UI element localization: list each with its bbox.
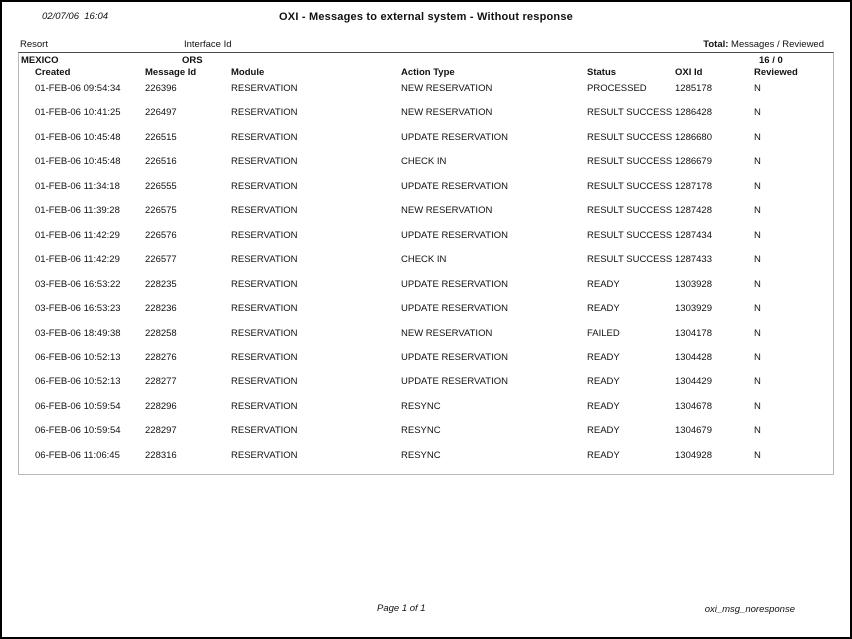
cell-module: RESERVATION bbox=[231, 131, 298, 143]
cell-oxi-id: 1287428 bbox=[675, 205, 712, 217]
cell-created: 03-FEB-06 18:49:38 bbox=[35, 327, 121, 339]
column-header-reviewed: Reviewed bbox=[754, 67, 798, 78]
cell-created: 01-FEB-06 09:54:34 bbox=[35, 83, 121, 94]
cell-status: READY bbox=[587, 303, 620, 315]
total-label-group bbox=[703, 39, 824, 50]
cell-created: 03-FEB-06 16:53:23 bbox=[35, 303, 121, 315]
cell-oxi-id: 1303929 bbox=[675, 303, 712, 315]
interface-id-label: Interface Id bbox=[184, 39, 232, 50]
cell-reviewed: N bbox=[754, 278, 761, 290]
cell-message-id: 228258 bbox=[145, 327, 177, 339]
cell-status: FAILED bbox=[587, 327, 620, 339]
cell-reviewed: N bbox=[754, 449, 761, 461]
column-header-message-id: Message Id bbox=[145, 67, 197, 78]
cell-status: READY bbox=[587, 376, 620, 388]
cell-reviewed: N bbox=[754, 205, 761, 217]
cell-reviewed: N bbox=[754, 131, 761, 143]
cell-status: READY bbox=[587, 278, 620, 290]
cell-created: 06-FEB-06 10:59:54 bbox=[35, 425, 121, 437]
cell-status: RESULT SUCCESS bbox=[587, 156, 673, 168]
table-row bbox=[19, 425, 833, 437]
cell-oxi-id: 1303928 bbox=[675, 278, 712, 290]
cell-status: READY bbox=[587, 351, 620, 363]
table-row bbox=[19, 376, 833, 388]
cell-action-type: UPDATE RESERVATION bbox=[401, 180, 508, 192]
cell-oxi-id: 1304178 bbox=[675, 327, 712, 339]
table-body bbox=[19, 83, 833, 474]
cell-created: 01-FEB-06 10:45:48 bbox=[35, 156, 121, 168]
cell-created: 01-FEB-06 11:34:18 bbox=[35, 180, 120, 192]
cell-oxi-id: 1287178 bbox=[675, 180, 712, 192]
cell-message-id: 226575 bbox=[145, 205, 177, 217]
resort-label: Resort bbox=[20, 39, 48, 50]
cell-created: 01-FEB-06 11:42:29 bbox=[35, 229, 120, 241]
cell-module: RESERVATION bbox=[231, 425, 298, 437]
table-row bbox=[19, 450, 833, 462]
cell-oxi-id: 1304679 bbox=[675, 425, 712, 437]
cell-oxi-id: 1304428 bbox=[675, 351, 712, 363]
cell-status: RESULT SUCCESS bbox=[587, 229, 673, 241]
cell-created: 01-FEB-06 11:42:29 bbox=[35, 254, 120, 266]
cell-oxi-id: 1286679 bbox=[675, 156, 712, 168]
cell-module: RESERVATION bbox=[231, 400, 298, 412]
cell-message-id: 226396 bbox=[145, 83, 177, 94]
cell-oxi-id: 1286428 bbox=[675, 107, 712, 119]
cell-message-id: 226515 bbox=[145, 131, 177, 143]
cell-module: RESERVATION bbox=[231, 107, 298, 119]
column-header-status: Status bbox=[587, 67, 617, 78]
cell-action-type: RESYNC bbox=[401, 400, 441, 412]
table-row bbox=[19, 352, 833, 364]
cell-action-type: RESYNC bbox=[401, 425, 441, 437]
cell-reviewed: N bbox=[754, 400, 761, 412]
cell-created: 01-FEB-06 10:41:25 bbox=[35, 107, 121, 119]
cell-reviewed: N bbox=[754, 327, 761, 339]
cell-action-type: UPDATE RESERVATION bbox=[401, 229, 508, 241]
cell-action-type: RESYNC bbox=[401, 449, 441, 461]
cell-message-id: 228296 bbox=[145, 400, 177, 412]
cell-module: RESERVATION bbox=[231, 83, 298, 94]
table-row bbox=[19, 181, 833, 193]
cell-created: 01-FEB-06 11:39:28 bbox=[35, 205, 120, 217]
cell-reviewed: N bbox=[754, 254, 761, 266]
cell-reviewed: N bbox=[754, 229, 761, 241]
column-header-oxi-id: OXI Id bbox=[675, 67, 703, 78]
cell-reviewed: N bbox=[754, 351, 761, 363]
cell-module: RESERVATION bbox=[231, 156, 298, 168]
cell-status: RESULT SUCCESS bbox=[587, 131, 673, 143]
cell-action-type: UPDATE RESERVATION bbox=[401, 351, 508, 363]
column-header-action-type: Action Type bbox=[401, 67, 455, 78]
cell-message-id: 226576 bbox=[145, 229, 177, 241]
cell-message-id: 228276 bbox=[145, 351, 177, 363]
cell-oxi-id: 1304429 bbox=[675, 376, 712, 388]
cell-module: RESERVATION bbox=[231, 229, 298, 241]
cell-module: RESERVATION bbox=[231, 351, 298, 363]
report-run-datetime: 02/07/06 16:04 bbox=[42, 11, 109, 22]
cell-created: 06-FEB-06 10:52:13 bbox=[35, 351, 121, 363]
cell-reviewed: N bbox=[754, 156, 761, 168]
column-header-module: Module bbox=[231, 67, 265, 78]
cell-reviewed: N bbox=[754, 83, 761, 94]
cell-reviewed: N bbox=[754, 303, 761, 315]
table-row bbox=[19, 303, 833, 315]
cell-module: RESERVATION bbox=[231, 205, 298, 217]
cell-created: 06-FEB-06 10:52:13 bbox=[35, 376, 121, 388]
cell-status: READY bbox=[587, 449, 620, 461]
cell-message-id: 228297 bbox=[145, 425, 177, 437]
cell-reviewed: N bbox=[754, 107, 761, 119]
table-row bbox=[19, 254, 833, 266]
report-title: OXI - Messages to external system - Without response bbox=[279, 11, 573, 23]
cell-status: RESULT SUCCESS bbox=[587, 205, 673, 217]
cell-message-id: 226516 bbox=[145, 156, 177, 168]
report-table-frame bbox=[18, 52, 834, 475]
cell-module: RESERVATION bbox=[231, 376, 298, 388]
cell-oxi-id: 1304678 bbox=[675, 400, 712, 412]
table-row bbox=[19, 230, 833, 242]
cell-message-id: 226577 bbox=[145, 254, 177, 266]
cell-message-id: 228316 bbox=[145, 449, 177, 461]
table-row bbox=[19, 107, 833, 119]
cell-message-id: 226555 bbox=[145, 180, 177, 192]
table-row bbox=[19, 401, 833, 413]
group-interface-value: ORS bbox=[182, 55, 203, 66]
cell-oxi-id: 1285178 bbox=[675, 83, 712, 94]
cell-action-type: UPDATE RESERVATION bbox=[401, 303, 508, 315]
cell-message-id: 228235 bbox=[145, 278, 177, 290]
cell-oxi-id: 1287433 bbox=[675, 254, 712, 266]
cell-created: 03-FEB-06 16:53:22 bbox=[35, 278, 121, 290]
cell-action-type: NEW RESERVATION bbox=[401, 327, 493, 339]
cell-module: RESERVATION bbox=[231, 254, 298, 266]
cell-reviewed: N bbox=[754, 376, 761, 388]
cell-module: RESERVATION bbox=[231, 278, 298, 290]
cell-status: RESULT SUCCESS bbox=[587, 107, 673, 119]
report-meta-header bbox=[2, 39, 850, 52]
cell-action-type: UPDATE RESERVATION bbox=[401, 376, 508, 388]
table-row bbox=[19, 328, 833, 340]
cell-reviewed: N bbox=[754, 180, 761, 192]
table-row bbox=[19, 279, 833, 291]
table-row bbox=[19, 132, 833, 144]
cell-status: PROCESSED bbox=[587, 83, 647, 94]
table-row bbox=[19, 83, 833, 95]
total-label: Total: bbox=[703, 39, 729, 50]
cell-action-type: UPDATE RESERVATION bbox=[401, 131, 508, 143]
cell-action-type: CHECK IN bbox=[401, 156, 447, 168]
cell-action-type: CHECK IN bbox=[401, 254, 447, 266]
table-column-headers bbox=[19, 67, 833, 80]
group-totals-value: 16 / 0 bbox=[759, 55, 783, 66]
cell-oxi-id: 1286680 bbox=[675, 131, 712, 143]
cell-module: RESERVATION bbox=[231, 327, 298, 339]
cell-created: 06-FEB-06 11:06:45 bbox=[35, 449, 120, 461]
total-value-label: Messages / Reviewed bbox=[728, 39, 824, 50]
cell-status: RESULT SUCCESS bbox=[587, 180, 673, 192]
cell-action-type: NEW RESERVATION bbox=[401, 83, 493, 94]
cell-message-id: 226497 bbox=[145, 107, 177, 119]
cell-status: READY bbox=[587, 400, 620, 412]
column-header-created: Created bbox=[35, 67, 71, 78]
cell-action-type: UPDATE RESERVATION bbox=[401, 278, 508, 290]
cell-message-id: 228277 bbox=[145, 376, 177, 388]
table-row bbox=[19, 205, 833, 217]
page-number: Page 1 of 1 bbox=[377, 603, 426, 614]
cell-created: 01-FEB-06 10:45:48 bbox=[35, 131, 121, 143]
cell-message-id: 228236 bbox=[145, 303, 177, 315]
report-file-name: oxi_msg_noresponse bbox=[704, 604, 795, 615]
cell-module: RESERVATION bbox=[231, 180, 298, 192]
cell-oxi-id: 1287434 bbox=[675, 229, 712, 241]
cell-action-type: NEW RESERVATION bbox=[401, 107, 493, 119]
group-resort-value: MEXICO bbox=[21, 55, 59, 66]
cell-status: RESULT SUCCESS bbox=[587, 254, 673, 266]
cell-module: RESERVATION bbox=[231, 449, 298, 461]
cell-created: 06-FEB-06 10:59:54 bbox=[35, 400, 121, 412]
cell-action-type: NEW RESERVATION bbox=[401, 205, 493, 217]
cell-reviewed: N bbox=[754, 425, 761, 437]
cell-status: READY bbox=[587, 425, 620, 437]
cell-module: RESERVATION bbox=[231, 303, 298, 315]
table-row bbox=[19, 156, 833, 168]
cell-oxi-id: 1304928 bbox=[675, 449, 712, 461]
